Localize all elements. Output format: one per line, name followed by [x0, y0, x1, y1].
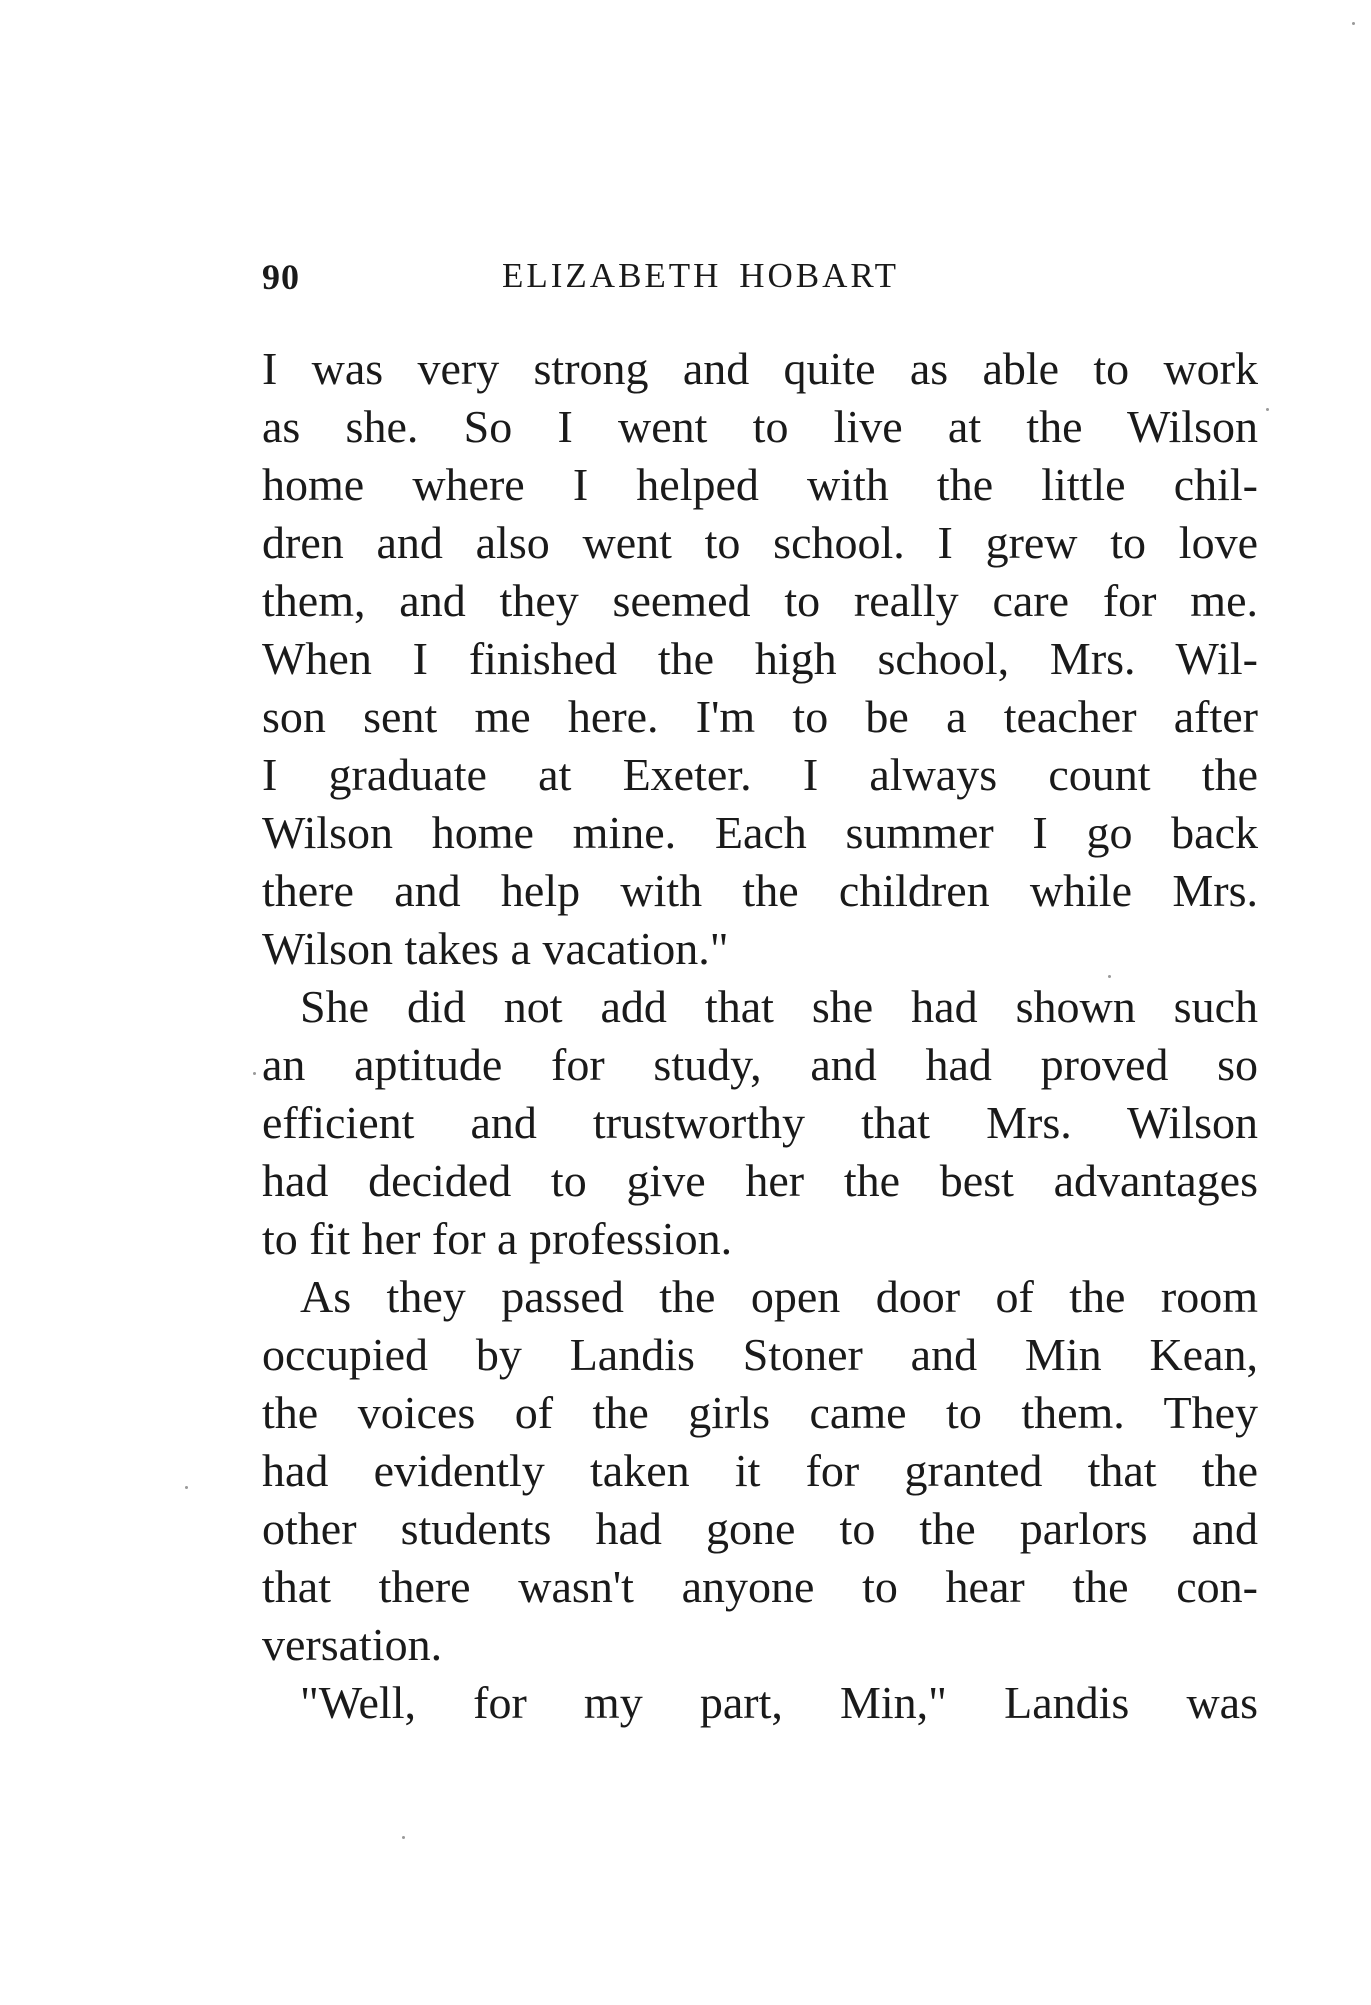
scan-speck [1108, 975, 1111, 978]
text-line: versation. [262, 1619, 443, 1670]
text-line: had evidently taken it for granted that the [262, 1445, 1258, 1496]
text-line: Wilson home mine. Each summer I go back [262, 807, 1258, 858]
paragraph-start-line: She did not add that she had shown such [300, 981, 1258, 1032]
text-line: had decided to give her the best advantages [262, 1155, 1258, 1206]
running-head [262, 256, 1258, 300]
scan-speck [402, 1836, 405, 1839]
text-line: as she. So I went to live at the Wilson [262, 401, 1258, 452]
paragraph-start-line: As they passed the open door of the room [300, 1271, 1258, 1322]
text-line: efficient and trustworthy that Mrs. Wilson [262, 1097, 1258, 1148]
scan-speck [1266, 408, 1269, 411]
paragraph-start-line: "Well, for my part, Min," Landis was [300, 1677, 1258, 1728]
text-line: to fit her for a profession. [262, 1213, 733, 1264]
scan-speck [253, 1072, 256, 1075]
text-line: dren and also went to school. I grew to love [262, 517, 1258, 568]
text-line: occupied by Landis Stoner and Min Kean, [262, 1329, 1258, 1380]
body-text [262, 340, 1258, 1732]
text-line: home where I helped with the little chil- [262, 459, 1258, 510]
book-title: ELIZABETH HOBART [502, 256, 899, 295]
text-line: the voices of the girls came to them. They [262, 1387, 1258, 1438]
text-line: there and help with the children while Mrs. [262, 865, 1258, 916]
text-line: When I finished the high school, Mrs. Wil- [262, 633, 1258, 684]
text-line: an aptitude for study, and had proved so [262, 1039, 1258, 1090]
text-line: Wilson takes a vacation." [262, 923, 729, 974]
text-line: son sent me here. I'm to be a teacher after [262, 691, 1258, 742]
text-line: I was very strong and quite as able to work [262, 343, 1258, 394]
scan-speck [1352, 22, 1355, 25]
scan-speck [185, 1486, 188, 1489]
text-line: I graduate at Exeter. I always count the [262, 749, 1258, 800]
page-number: 90 [262, 257, 300, 297]
text-line: them, and they seemed to really care for me. [262, 575, 1258, 626]
text-line: that there wasn't anyone to hear the con- [262, 1561, 1258, 1612]
text-line: other students had gone to the parlors and [262, 1503, 1258, 1554]
